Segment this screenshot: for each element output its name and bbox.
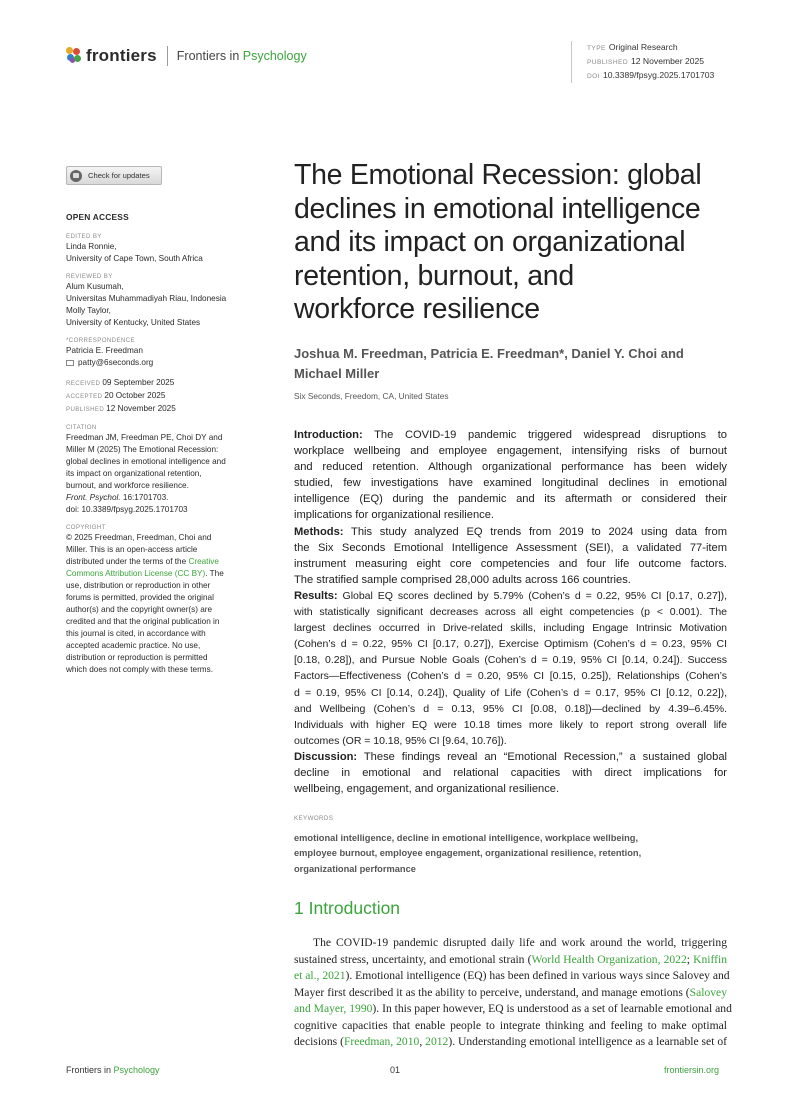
abstract-line: d = 0.19, 95% CI [0.14, 0.24]), Quality of Life (Cohen’s d = 0.17, 95% CI [0.12, 0.22]), — [294, 686, 727, 699]
abstract-line: (Cohen’s d = 0.22, 95% CI [0.17, 0.27]), Exercise Optimism (Cohen’s d = 0.23, 95% CI — [294, 638, 727, 651]
abstract-line: instrument measuring eight core competencies and four life outcome factors. — [294, 557, 727, 570]
citation-line: Miller M (2025) The Emotional Recession: — [66, 445, 219, 454]
reviewer-affiliation: University of Kentucky, United States — [66, 318, 201, 327]
footer-site-link[interactable]: frontiersin.org — [664, 1065, 720, 1075]
bookmark-icon — [70, 170, 82, 182]
copyright-line: accepted academic practice. No use, — [66, 641, 201, 650]
body-text: , — [419, 1035, 426, 1048]
citation-label: CITATION — [66, 424, 97, 431]
journal-logo[interactable] — [66, 46, 307, 66]
body-text: decisions ( — [294, 1035, 344, 1048]
section-heading: 1 Introduction — [294, 898, 401, 918]
check-updates-label: Check for updates — [88, 171, 150, 180]
keywords-label: KEYWORDS — [294, 815, 334, 822]
abstract-discussion — [294, 749, 727, 797]
email-text: patty@6seconds.org — [78, 358, 154, 367]
abstract-line: and Wellbeing (Cohen’s d = 0.13, 95% CI [0.08, 0.18])—declined by 4.39–6.45%. — [294, 702, 727, 715]
keywords-line: organizational performance — [294, 863, 416, 874]
dates-block — [66, 377, 258, 416]
abstract-line: The stratified sample comprised 28,000 adults across 166 countries. — [294, 573, 631, 586]
body-text: ). In this paper however, EQ is understood as a set of learnable emotional and — [372, 1002, 732, 1015]
body-text: ). Emotional intelligence (EQ) has been defined in various ways since Salovey and — [345, 969, 730, 982]
reviewer-name: Molly Taylor, — [66, 306, 111, 315]
journal-field: Psychology — [242, 49, 307, 63]
doi-link[interactable]: 10.3389/fpsyg.2025.1701703 — [602, 70, 715, 80]
correspondence-block — [66, 337, 258, 369]
correspondence-email[interactable] — [66, 357, 258, 369]
footer-journal-prefix: Frontiers in — [66, 1065, 114, 1075]
body-line — [294, 968, 730, 985]
abstract-line: with statistically significant decreases across all eight competencies (p < 0.001). The — [294, 606, 727, 619]
abstract-line: implications for organizational resilience. — [294, 509, 495, 522]
title-line: workforce resilience — [294, 293, 540, 325]
abstract-line: studied, few investigations have examined longitudinal declines in emotional — [294, 477, 727, 490]
reference-link[interactable]: World Health Organization, 2022 — [531, 952, 687, 966]
reference-link[interactable]: 2012 — [425, 1035, 449, 1048]
reviewer-name: Alum Kusumah, — [66, 282, 124, 291]
cc-license-link[interactable]: Commons Attribution License (CC BY) — [66, 569, 206, 578]
methods-label: Methods: — [294, 525, 344, 538]
correspondence-label: *CORRESPONDENCE — [66, 337, 135, 344]
abstract-line: wellbeing, engagement, and organizational resilience. — [294, 783, 560, 796]
check-for-updates-button[interactable] — [66, 166, 162, 185]
introduction-body — [294, 935, 732, 1051]
abstract-line: The COVID-19 pandemic triggered widespread disruptions to — [362, 429, 727, 441]
reviewer-affiliation: Universitas Muhammadiyah Riau, Indonesia — [66, 294, 227, 303]
abstract — [294, 427, 727, 797]
abstract-introduction — [294, 427, 727, 524]
reference-link[interactable]: and Mayer, 1990 — [294, 1002, 373, 1015]
article-meta — [571, 41, 714, 83]
body-text: Mayer first described it as the ability to perceive, understand, and manage emotions ( — [294, 985, 690, 999]
authors-line: Joshua M. Freedman, Patricia E. Freedman*, Daniel Y. Choi and — [294, 346, 684, 361]
published-label: PUBLISHED — [66, 406, 105, 413]
citation-journal-line — [66, 492, 258, 504]
copyright-label: COPYRIGHT — [66, 524, 106, 531]
abstract-methods — [294, 524, 727, 588]
results-label: Results: — [294, 589, 338, 602]
abstract-line: This study analyzed EQ trends from 2019 to 2024 using data from — [343, 525, 727, 538]
copyright-line: author(s) and the copyright owner(s) are — [66, 605, 213, 614]
body-line — [294, 985, 727, 1002]
journal-name — [177, 49, 307, 63]
copyright-line — [66, 556, 258, 568]
reference-link[interactable]: et al., 2021 — [294, 969, 346, 982]
reference-link[interactable]: Kniffin — [693, 952, 728, 966]
edited-label: EDITED BY — [66, 233, 102, 240]
abstract-line: largest declines occurred in Drive-related skills, including Engage Intrinsic Motivation — [294, 622, 727, 635]
title-line: retention, burnout, and — [294, 259, 574, 292]
abstract-line: Factors—Effectiveness (Cohen’s d = 0.20, 95% CI [0.15, 0.25]), Relationships (Cohen’s — [294, 670, 727, 683]
abstract-line: workplace wellbeing and employee engagement, intensifying risks of burnout — [294, 445, 727, 458]
body-line — [294, 1034, 727, 1051]
authors-line: Michael Miller — [294, 366, 380, 381]
citation-doi[interactable]: doi: 10.3389/fpsyg.2025.1701703 — [66, 505, 188, 514]
copyright-line: this journal is cited, in accordance with — [66, 629, 206, 638]
reference-link[interactable]: Salovey — [689, 985, 727, 999]
open-access-label: OPEN ACCESS — [66, 212, 129, 222]
citation-volume: 16:1701703. — [120, 493, 169, 502]
editor-name: Linda Ronnie, — [66, 242, 117, 251]
abstract-line: outcomes (OR = 10.18, 95% CI [9.64, 10.76]). — [294, 734, 507, 747]
copyright-line: forums is permitted, provided the original — [66, 593, 214, 602]
body-line: cognitive capacities that enable people to integrate thinking and feeling to make optimal — [294, 1018, 727, 1032]
accepted-label: ACCEPTED — [66, 393, 103, 400]
type-value: Original Research — [608, 42, 678, 52]
citation-line: burnout, and workforce resilience. — [66, 481, 189, 490]
abstract-line: These findings reveal an “Emotional Recession,” a sustained global — [357, 750, 727, 763]
type-label: TYPE — [587, 45, 606, 52]
abstract-line: Global EQ scores declined by 5.79% (Cohen’s d = 0.22, 95% CI [0.17, 0.27]), — [337, 589, 727, 602]
body-text: sustained stress, uncertainty, and emotional strain ( — [294, 952, 532, 966]
keywords — [294, 815, 727, 877]
author-list — [294, 344, 734, 384]
copyright-text: distributed under the terms of the — [66, 557, 189, 566]
title-line: declines in emotional intelligence — [294, 192, 701, 225]
published-label: PUBLISHED — [587, 59, 628, 66]
body-text: ; — [686, 952, 694, 966]
keywords-line: emotional intelligence, decline in emotional intelligence, workplace wellbeing, — [294, 833, 639, 843]
received-value: 09 September 2025 — [102, 378, 175, 387]
article-sidebar — [66, 211, 258, 684]
logo-divider — [167, 46, 168, 66]
reviewed-by-block — [66, 273, 258, 329]
intro-label: Introduction: — [294, 429, 363, 441]
copyright-line: © 2025 Freedman, Freedman, Choi and — [66, 533, 212, 542]
reviewed-label: REVIEWED BY — [66, 273, 113, 280]
abstract-line: decline in emotional and relational capacities with direct implications for — [294, 766, 727, 779]
doi-label: DOI — [587, 73, 600, 80]
abstract-line: the Six Seconds Emotional Intelligence Assessment (SEI), a validated 77-item — [294, 541, 727, 554]
abstract-line: [0.18, 0.28]), and Pursue Noble Goals (Cohen’s d = 0.19, 95% CI [0.14, 0.24]). Success — [294, 654, 727, 667]
keywords-line: employee burnout, employee engagement, organizational resilience, retention, — [294, 848, 642, 859]
body-line — [294, 1001, 732, 1018]
brand-name: frontiers — [86, 46, 157, 65]
journal-prefix: Frontiers in — [176, 49, 243, 63]
citation-line: its impact on organizational retention, — [66, 469, 202, 478]
copyright-line: Miller. This is an open-access article — [66, 545, 198, 554]
abstract-line: Individuals with higher EQ were 10.18 times more likely to report strong overall life — [294, 718, 727, 731]
cc-license-link[interactable]: Creative — [188, 557, 219, 566]
copyright-line: credited and that the original publication in — [66, 617, 220, 626]
editor-affiliation: University of Cape Town, South Africa — [66, 254, 203, 263]
copyright-line — [66, 568, 258, 580]
correspondence-name: Patricia E. Freedman — [66, 346, 143, 355]
body-text: ). Understanding emotional intelligence as a learnable set of — [448, 1035, 727, 1048]
citation-block — [66, 424, 258, 516]
footer-journal-field: Psychology — [113, 1065, 160, 1075]
footer-journal — [66, 1065, 160, 1075]
frontiers-logo-icon — [66, 47, 82, 65]
title-line: The Emotional Recession: global — [294, 159, 702, 191]
keywords-list — [294, 831, 727, 877]
abstract-line: intelligence (EQ) during the pandemic and its aftermath or considered their — [294, 493, 727, 506]
abstract-results — [294, 588, 727, 749]
body-line: The COVID-19 pandemic disrupted daily life and work around the world, triggering — [313, 936, 727, 949]
author-affiliation: Six Seconds, Freedom, CA, United States — [294, 391, 449, 401]
copyright-block — [66, 524, 258, 676]
page-number: 01 — [390, 1065, 401, 1075]
accepted-value: 20 October 2025 — [104, 391, 166, 400]
abstract-line: and reduced retention. Although organizational performance has been widely — [294, 461, 727, 474]
received-label: RECEIVED — [66, 380, 101, 387]
copyright-line: which does not comply with these terms. — [66, 665, 213, 674]
title-line: and its impact on organizational — [294, 226, 686, 258]
copyright-line: distribution or reproduction is permitted — [66, 653, 208, 662]
copyright-line: use, distribution or reproduction in other — [66, 581, 211, 590]
body-line — [294, 952, 727, 969]
copyright-text: . The — [205, 569, 224, 578]
article-title — [294, 159, 734, 327]
reference-link[interactable]: Freedman, 2010 — [343, 1035, 420, 1048]
discussion-label: Discussion: — [294, 750, 358, 763]
published-value: 12 November 2025 — [106, 404, 176, 413]
envelope-icon — [66, 360, 74, 366]
citation-line: global declines in emotional intelligence and — [66, 457, 226, 466]
published-value: 12 November 2025 — [630, 56, 705, 66]
edited-by-block — [66, 233, 258, 265]
citation-line: Freedman JM, Freedman PE, Choi DY and — [66, 433, 223, 442]
citation-journal: Front. Psychol. — [66, 493, 121, 502]
